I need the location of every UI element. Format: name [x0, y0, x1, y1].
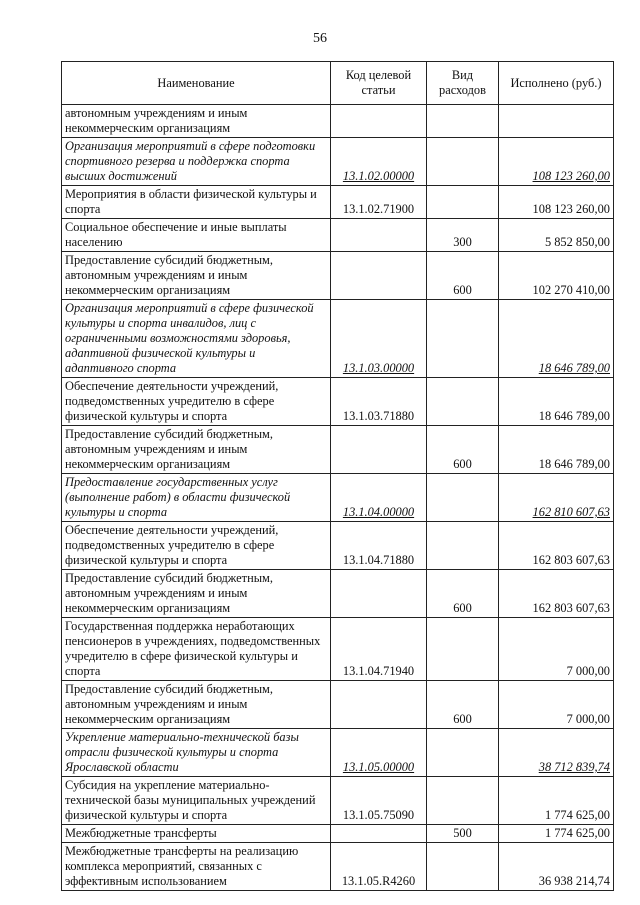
- row-type-cell: [427, 777, 499, 825]
- row-name-cell: Укрепление материально-технической базы отрасли физической культуры и спорта Ярославской области: [62, 729, 331, 777]
- row-type-cell: [427, 729, 499, 777]
- row-code-cell: 13.1.04.00000: [331, 474, 427, 522]
- row-code-cell: [331, 426, 427, 474]
- row-type-cell: [427, 105, 499, 138]
- row-amount-cell: 18 646 789,00: [499, 300, 614, 378]
- row-type-cell: 600: [427, 426, 499, 474]
- row-code-cell: 13.1.02.00000: [331, 138, 427, 186]
- page-number: 56: [313, 31, 327, 46]
- table-row: [62, 825, 614, 843]
- row-name-cell: Обеспечение деятельности учреждений, подведомственных учредителю в сфере физической культуры и спорта: [62, 522, 331, 570]
- row-name-cell: Предоставление субсидий бюджетным, автономным учреждениям и иным некоммерческим организациям: [62, 681, 331, 729]
- row-name-cell: автономным учреждениям и иным некоммерческим организациям: [62, 105, 331, 138]
- row-code-cell: 13.1.05.00000: [331, 729, 427, 777]
- row-amount-cell: [499, 105, 614, 138]
- row-code-cell: 13.1.02.71900: [331, 186, 427, 219]
- table-row: [62, 681, 614, 729]
- table-row: [62, 777, 614, 825]
- row-code-cell: [331, 219, 427, 252]
- row-type-cell: 600: [427, 681, 499, 729]
- row-code-cell: 13.1.03.71880: [331, 378, 427, 426]
- row-name-cell: Организация мероприятий в сфере подготовки спортивного резерва и поддержка спорта высших достижений: [62, 138, 331, 186]
- table-row: [62, 105, 614, 138]
- row-amount-cell: 162 803 607,63: [499, 570, 614, 618]
- row-type-cell: [427, 843, 499, 891]
- row-code-cell: 13.1.04.71940: [331, 618, 427, 681]
- row-name-cell: Предоставление субсидий бюджетным, автономным учреждениям и иным некоммерческим организациям: [62, 570, 331, 618]
- row-code-cell: [331, 252, 427, 300]
- table-row: [62, 843, 614, 891]
- row-type-cell: 500: [427, 825, 499, 843]
- row-code-cell: [331, 825, 427, 843]
- table-row: [62, 300, 614, 378]
- table-row: [62, 729, 614, 777]
- row-amount-cell: 7 000,00: [499, 618, 614, 681]
- row-amount-cell: 18 646 789,00: [499, 426, 614, 474]
- row-amount-cell: 102 270 410,00: [499, 252, 614, 300]
- row-type-cell: 600: [427, 570, 499, 618]
- row-amount-cell: 5 852 850,00: [499, 219, 614, 252]
- row-code-cell: [331, 681, 427, 729]
- row-type-cell: [427, 378, 499, 426]
- table-row: [62, 252, 614, 300]
- row-amount-cell: 162 803 607,63: [499, 522, 614, 570]
- table-row: [62, 522, 614, 570]
- row-type-cell: 300: [427, 219, 499, 252]
- row-name-cell: Субсидия на укрепление материально-технической базы муниципальных учреждений физической культуры и спорта: [62, 777, 331, 825]
- row-name-cell: Организация мероприятий в сфере физической культуры и спорта инвалидов, лиц с ограниченными возможностями здоровья, адаптивной физической культуры и адаптивного спорта: [62, 300, 331, 378]
- row-amount-cell: 18 646 789,00: [499, 378, 614, 426]
- row-code-cell: 13.1.05.R4260: [331, 843, 427, 891]
- table-body: [62, 105, 614, 891]
- row-code-cell: 13.1.05.75090: [331, 777, 427, 825]
- table-header-row: [62, 62, 614, 105]
- row-code-cell: [331, 105, 427, 138]
- table-row: [62, 618, 614, 681]
- table-row: [62, 378, 614, 426]
- header-code: Код целевой статьи: [331, 62, 427, 105]
- row-code-cell: [331, 570, 427, 618]
- row-name-cell: Мероприятия в области физической культуры и спорта: [62, 186, 331, 219]
- row-name-cell: Межбюджетные трансферты: [62, 825, 331, 843]
- row-amount-cell: 1 774 625,00: [499, 777, 614, 825]
- row-amount-cell: 36 938 214,74: [499, 843, 614, 891]
- row-name-cell: Предоставление государственных услуг (выполнение работ) в области физической культуры и спорта: [62, 474, 331, 522]
- row-type-cell: [427, 522, 499, 570]
- row-name-cell: Государственная поддержка неработающих пенсионеров в учреждениях, подведомственных учредителю в сфере физической культуры и спорта: [62, 618, 331, 681]
- row-code-cell: 13.1.03.00000: [331, 300, 427, 378]
- row-amount-cell: 108 123 260,00: [499, 138, 614, 186]
- row-type-cell: [427, 186, 499, 219]
- row-name-cell: Межбюджетные трансферты на реализацию комплекса мероприятий, связанных с эффективным использованием: [62, 843, 331, 891]
- row-type-cell: [427, 138, 499, 186]
- row-type-cell: [427, 300, 499, 378]
- row-amount-cell: 1 774 625,00: [499, 825, 614, 843]
- table-row: [62, 186, 614, 219]
- row-amount-cell: 7 000,00: [499, 681, 614, 729]
- row-type-cell: 600: [427, 252, 499, 300]
- header-amount: Исполнено (руб.): [499, 62, 614, 105]
- row-type-cell: [427, 618, 499, 681]
- table-row: [62, 474, 614, 522]
- row-amount-cell: 162 810 607,63: [499, 474, 614, 522]
- table-row: [62, 426, 614, 474]
- row-name-cell: Предоставление субсидий бюджетным, автономным учреждениям и иным некоммерческим организациям: [62, 426, 331, 474]
- row-amount-cell: 38 712 839,74: [499, 729, 614, 777]
- table-row: [62, 138, 614, 186]
- row-name-cell: Обеспечение деятельности учреждений, подведомственных учредителю в сфере физической культуры и спорта: [62, 378, 331, 426]
- header-type: Вид расходов: [427, 62, 499, 105]
- table-row: [62, 570, 614, 618]
- row-type-cell: [427, 474, 499, 522]
- budget-execution-table: [61, 61, 614, 891]
- row-name-cell: Предоставление субсидий бюджетным, автономным учреждениям и иным некоммерческим организациям: [62, 252, 331, 300]
- row-name-cell: Социальное обеспечение и иные выплаты населению: [62, 219, 331, 252]
- row-code-cell: 13.1.04.71880: [331, 522, 427, 570]
- table-row: [62, 219, 614, 252]
- header-name: Наименование: [62, 62, 331, 105]
- row-amount-cell: 108 123 260,00: [499, 186, 614, 219]
